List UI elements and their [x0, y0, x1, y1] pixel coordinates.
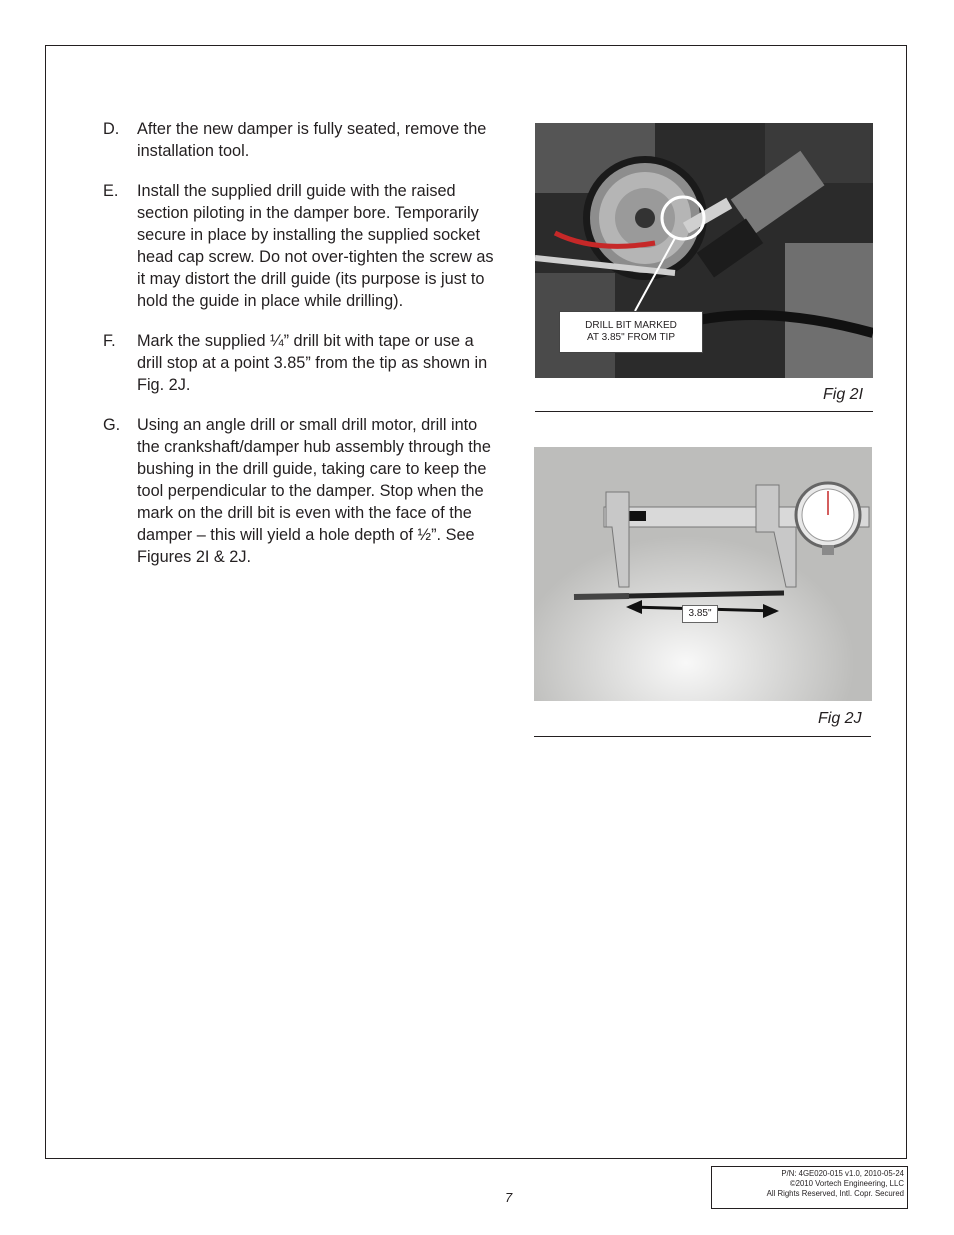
- step-e: [103, 180, 498, 312]
- step-text: Install the supplied drill guide with the raised section piloting in the damper bore. Temporarily secure in place by installing the supplied socket head cap screw. Do not over-tighten the screw as it may distort the drill guide (its purpose is just to hold the guide in place while drilling).: [137, 182, 494, 310]
- page-number: 7: [505, 1190, 513, 1205]
- fig-2j-photo: [534, 447, 872, 701]
- step-text: After the new damper is fully seated, remove the installation tool.: [137, 120, 487, 160]
- step-text: Using an angle drill or small drill motor, drill into the crankshaft/damper hub assembly through the bushing in the drill guide, taking care to keep the tool perpendicular to the damper. Stop when the mark on the drill bit is even with the face of the damper – this will yield a hole depth of ½”. See Figures 2I & 2J.: [137, 416, 491, 566]
- fig-2i-photo: [535, 123, 873, 378]
- document-info-box: [711, 1166, 908, 1209]
- step-letter: E.: [103, 182, 119, 200]
- fig-2j-caption: Fig 2J: [818, 710, 862, 727]
- step-letter: G.: [103, 416, 121, 434]
- fig-2i-rule: [535, 411, 873, 412]
- step-f: [103, 330, 498, 396]
- step-d: [103, 118, 498, 162]
- instruction-steps: [103, 118, 498, 586]
- callout-line-1: DRILL BIT MARKED: [585, 320, 677, 331]
- measurement-label: 3.85": [682, 605, 718, 623]
- step-letter: D.: [103, 120, 120, 138]
- step-g: [103, 414, 498, 568]
- part-number: P/N: 4GE020-015 v1.0, 2010-05-24: [781, 1169, 904, 1178]
- step-letter: F.: [103, 332, 116, 350]
- copyright-text: ©2010 Vortech Engineering, LLC: [789, 1179, 904, 1188]
- rights-text: All Rights Reserved, Intl. Copr. Secured: [766, 1189, 904, 1198]
- fig-2j-rule: [534, 736, 871, 737]
- drill-bit-callout: [559, 311, 703, 353]
- fig-2i-caption: Fig 2I: [823, 386, 864, 403]
- caliper-illustration: [534, 447, 872, 701]
- step-text: Mark the supplied ¼” drill bit with tape or use a drill stop at a point 3.85” from the tip as shown in Fig. 2J.: [137, 332, 488, 394]
- callout-line-2: AT 3.85" FROM TIP: [586, 332, 676, 343]
